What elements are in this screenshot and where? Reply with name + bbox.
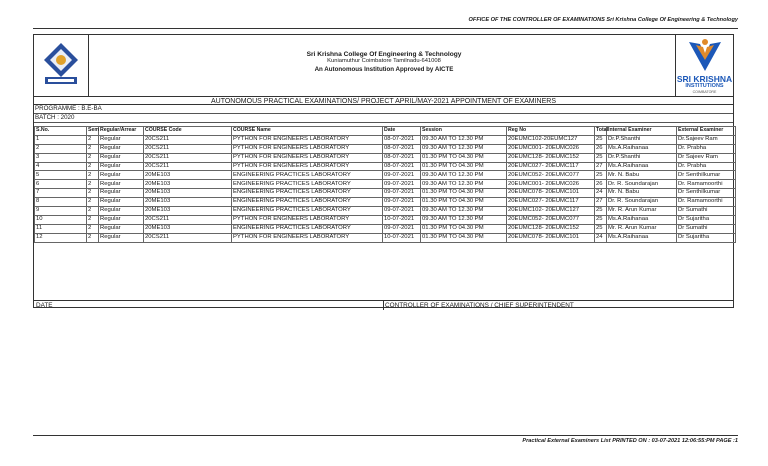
table-cell: 25 [595, 224, 607, 233]
table-cell: 20CS211 [144, 162, 232, 171]
table-cell: 01.30 PM TO 04.30 PM [421, 189, 507, 198]
table-cell: 09-07-2021 [383, 198, 421, 207]
table-cell: Regular [99, 224, 144, 233]
table-cell: PYTHON FOR ENGINEERS LABORATORY [232, 233, 383, 242]
table-row [35, 198, 736, 207]
table-cell: Mr. R. Arun Kumar [607, 207, 677, 216]
table-cell: 5 [35, 171, 87, 180]
office-header: OFFICE OF THE CONTROLLER OF EXAMINATIONS Sri Krishna College Of Engineering & Technology [468, 17, 738, 23]
table-cell: 20CS211 [144, 215, 232, 224]
examiner-table [34, 126, 736, 243]
institution-affiliation: An Autonomous Institution Approved by AICTE [314, 65, 454, 73]
table-cell: 4 [35, 162, 87, 171]
table-cell: Dr.P.Shanthi [607, 153, 677, 162]
table-cell: 01.30 PM TO 04.30 PM [421, 162, 507, 171]
table-cell: 2 [87, 207, 99, 216]
table-cell: 20EUMC078- 20EUMC101 [507, 233, 595, 242]
table-cell: 1 [35, 135, 87, 144]
table-cell: 25 [595, 171, 607, 180]
table-cell: 09.30 AM TO 12.30 PM [421, 171, 507, 180]
table-cell: 20EUMC027- 20EUMC117 [507, 162, 595, 171]
table-cell: 27 [595, 198, 607, 207]
table-cell: 20ME103 [144, 171, 232, 180]
table-cell: 26 [595, 144, 607, 153]
table-cell: 08-07-2021 [383, 144, 421, 153]
institution-heading [88, 51, 680, 73]
table-cell: Regular [99, 233, 144, 242]
table-cell: Dr.P.Shanthi [607, 135, 677, 144]
column-header: Regular/Arrear [99, 127, 144, 136]
table-cell: 2 [87, 224, 99, 233]
table-cell: Mr. R. Arun Kumar [607, 224, 677, 233]
table-cell: 2 [87, 162, 99, 171]
table-cell: Dr. Ramamoorthi [677, 198, 736, 207]
table-cell: 08-07-2021 [383, 162, 421, 171]
table-cell: 25 [595, 153, 607, 162]
table-cell: 01.30 PM TO 04.30 PM [421, 224, 507, 233]
table-cell: 20CS211 [144, 144, 232, 153]
table-cell: 20EUMC102-20EUMC127 [507, 135, 595, 144]
brand-city: COIMBATORE [692, 90, 717, 94]
table-cell: Dr Sujaritha [677, 215, 736, 224]
table-cell: Dr. Prabha [677, 144, 736, 153]
table-cell: Regular [99, 180, 144, 189]
brand-subtitle: INSTITUTIONS [685, 83, 724, 89]
table-row [35, 135, 736, 144]
table-cell: Dr Sumathi [677, 224, 736, 233]
table-row [35, 162, 736, 171]
table-cell: Regular [99, 189, 144, 198]
table-cell: 20ME103 [144, 207, 232, 216]
table-cell: 09.30 AM TO 12.30 PM [421, 144, 507, 153]
table-cell: 24 [595, 233, 607, 242]
table-cell: 20CS211 [144, 233, 232, 242]
table-cell: Dr.Sajeev Ram [677, 135, 736, 144]
print-info: Practical External Examiners List PRINTED ON : 03-07-2021 12:06:55:PM PAGE :1 [522, 438, 738, 444]
table-cell: 12 [35, 233, 87, 242]
table-cell: Ms.A.Raihanaa [607, 162, 677, 171]
programme-line: PROGRAMME : B.E-BA [34, 105, 733, 114]
table-cell: Regular [99, 153, 144, 162]
table-cell: 20ME103 [144, 224, 232, 233]
institution-name: Sri Krishna College Of Engineering & Technology [306, 51, 462, 58]
table-cell: 20CS211 [144, 153, 232, 162]
table-cell: Regular [99, 171, 144, 180]
table-cell: 09-07-2021 [383, 180, 421, 189]
table-cell: 7 [35, 189, 87, 198]
table-row [35, 153, 736, 162]
table-cell: ENGINEERING PRACTICES LABORATORY [232, 180, 383, 189]
table-cell: 2 [87, 233, 99, 242]
table-cell: 09.30 AM TO 12.30 PM [421, 215, 507, 224]
footer-divider [33, 435, 738, 436]
signature-row [34, 300, 733, 310]
batch-line: BATCH : 2020 [34, 114, 733, 123]
table-cell: 20EUMC078- 20EUMC101 [507, 189, 595, 198]
table-row [35, 233, 736, 242]
column-header: S.No. [35, 127, 87, 136]
column-header: Session [421, 127, 507, 136]
table-cell: 20EUMC102- 20EUMC127 [507, 207, 595, 216]
table-cell: 20EUMC027- 20EUMC117 [507, 198, 595, 207]
table-cell: PYTHON FOR ENGINEERS LABORATORY [232, 135, 383, 144]
table-cell: 10-07-2021 [383, 215, 421, 224]
table-row [35, 207, 736, 216]
table-cell: Dr Senthilkumar [677, 189, 736, 198]
table-cell: 20EUMC001- 20EUMC026 [507, 180, 595, 189]
table-cell: 26 [595, 180, 607, 189]
table-cell: ENGINEERING PRACTICES LABORATORY [232, 198, 383, 207]
table-cell: ENGINEERING PRACTICES LABORATORY [232, 224, 383, 233]
table-header-row [35, 127, 736, 136]
brand-name: SRI KRISHNA [676, 74, 733, 84]
column-header: Total [595, 127, 607, 136]
table-cell: ENGINEERING PRACTICES LABORATORY [232, 171, 383, 180]
table-cell: ENGINEERING PRACTICES LABORATORY [232, 189, 383, 198]
table-cell: 20EUMC052- 20EUMC077 [507, 171, 595, 180]
table-cell: Dr. R. Soundarajan [607, 180, 677, 189]
table-cell: Regular [99, 215, 144, 224]
table-cell: 20ME103 [144, 180, 232, 189]
table-cell: 8 [35, 198, 87, 207]
table-cell: 01.30 PM TO 04.30 PM [421, 153, 507, 162]
brand-logo-box [675, 35, 733, 96]
column-header: External Examiner [677, 127, 736, 136]
table-row [35, 215, 736, 224]
column-header: COURSE Code [144, 127, 232, 136]
table-cell: 20EUMC001- 20EUMC026 [507, 144, 595, 153]
table-cell: 2 [87, 180, 99, 189]
table-cell: 01.30 PM TO 04.30 PM [421, 233, 507, 242]
table-row [35, 180, 736, 189]
column-header: Sem [87, 127, 99, 136]
table-cell: Dr Sajeev Ram [677, 153, 736, 162]
table-cell: 25 [595, 215, 607, 224]
table-cell: 09-07-2021 [383, 207, 421, 216]
table-cell: 09.30 AM TO 12.30 PM [421, 180, 507, 189]
table-cell: 2 [87, 144, 99, 153]
table-cell: 27 [595, 162, 607, 171]
brand-emblem-icon [685, 36, 725, 74]
table-cell: Mr. N. Babu [607, 171, 677, 180]
table-cell: Regular [99, 135, 144, 144]
table-cell: 2 [87, 189, 99, 198]
table-row [35, 144, 736, 153]
table-cell: PYTHON FOR ENGINEERS LABORATORY [232, 215, 383, 224]
table-cell: 2 [87, 215, 99, 224]
table-cell: 09.30 AM TO 12.30 PM [421, 207, 507, 216]
table-cell: 24 [595, 189, 607, 198]
table-cell: Regular [99, 207, 144, 216]
table-cell: 11 [35, 224, 87, 233]
date-label: DATE [36, 302, 53, 309]
column-header: Reg No [507, 127, 595, 136]
table-row [35, 224, 736, 233]
controller-label: CONTROLLER OF EXAMINATIONS / CHIEF SUPERINTENDENT [385, 302, 574, 309]
column-header: Date [383, 127, 421, 136]
table-cell: Dr Sujaritha [677, 233, 736, 242]
appointment-sheet [33, 34, 734, 308]
table-row [35, 189, 736, 198]
college-logo-icon [40, 40, 82, 90]
signature-divider [383, 301, 384, 310]
table-cell: 3 [35, 153, 87, 162]
table-cell: Dr. R. Soundarajan [607, 198, 677, 207]
table-cell: 25 [595, 135, 607, 144]
table-cell: 20ME103 [144, 198, 232, 207]
table-cell: 2 [87, 153, 99, 162]
table-cell: Dr Sumathi [677, 207, 736, 216]
table-cell: 01.30 PM TO 04.30 PM [421, 198, 507, 207]
header-divider [33, 28, 738, 29]
table-cell: Ms.A.Raihanaa [607, 144, 677, 153]
table-cell: 2 [87, 171, 99, 180]
table-cell: Dr. Ramamoorthi [677, 180, 736, 189]
table-cell: Regular [99, 162, 144, 171]
table-cell: 9 [35, 207, 87, 216]
table-cell: ENGINEERING PRACTICES LABORATORY [232, 207, 383, 216]
table-cell: 09-07-2021 [383, 189, 421, 198]
institution-address: Kuniamuthur Coimbatore Tamilnadu-641008 [327, 58, 441, 65]
table-cell: 6 [35, 180, 87, 189]
table-cell: 08-07-2021 [383, 135, 421, 144]
table-cell: 20CS211 [144, 135, 232, 144]
table-cell: 10 [35, 215, 87, 224]
table-cell: 09-07-2021 [383, 224, 421, 233]
table-cell: 25 [595, 207, 607, 216]
table-cell: 2 [35, 144, 87, 153]
table-cell: Regular [99, 144, 144, 153]
table-cell: 2 [87, 135, 99, 144]
table-cell: 10-07-2021 [383, 233, 421, 242]
table-cell: 09-07-2021 [383, 171, 421, 180]
table-row [35, 171, 736, 180]
table-cell: PYTHON FOR ENGINEERS LABORATORY [232, 162, 383, 171]
table-cell: Ms.A.Raihanaa [607, 215, 677, 224]
column-header: COURSE Name [232, 127, 383, 136]
table-cell: Dr. Prabha [677, 162, 736, 171]
table-cell: 20EUMC128- 20EUMC152 [507, 224, 595, 233]
table-cell: 08-07-2021 [383, 153, 421, 162]
table-cell: 20EUMC052- 20EUMC077 [507, 215, 595, 224]
table-cell: Mr. N. Babu [607, 189, 677, 198]
table-cell: PYTHON FOR ENGINEERS LABORATORY [232, 153, 383, 162]
table-cell: Dr Senthilkumar [677, 171, 736, 180]
table-cell: Regular [99, 198, 144, 207]
table-cell: PYTHON FOR ENGINEERS LABORATORY [232, 144, 383, 153]
table-cell: Ms.A.Raihanaa [607, 233, 677, 242]
table-cell: 09.30 AM TO 12.30 PM [421, 135, 507, 144]
table-cell: 20EUMC128- 20EUMC152 [507, 153, 595, 162]
table-cell: 20ME103 [144, 189, 232, 198]
college-logo-box [34, 35, 89, 96]
exam-title: AUTONOMOUS PRACTICAL EXAMINATIONS/ PROJECT APRIL/MAY-2021 APPOINTMENT OF EXAMINERS [34, 96, 733, 105]
table-cell: 2 [87, 198, 99, 207]
column-header: Internal Examiner [607, 127, 677, 136]
